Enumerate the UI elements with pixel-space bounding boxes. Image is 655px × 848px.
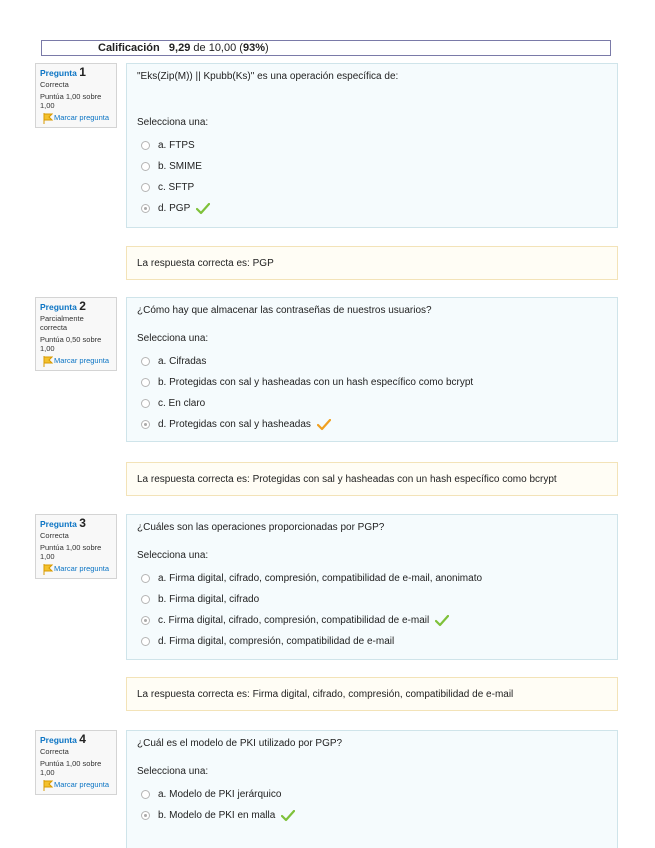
answer-option[interactable]: d. Firma digital, compresión, compatibilidad de e-mail [137, 631, 607, 652]
radio-button[interactable] [141, 378, 150, 387]
question-number: 1 [79, 65, 86, 79]
grade-of: de 10,00 ( [193, 42, 243, 54]
question-info-1 [35, 63, 117, 128]
radio-button[interactable] [141, 141, 150, 150]
answer-option[interactable]: a. Firma digital, cifrado, compresión, compatibilidad de e-mail, anonimato [137, 568, 607, 589]
question-text: ¿Cuáles son las operaciones proporcionadas por PGP? [137, 522, 385, 533]
grade-value: 9,29 [168, 42, 191, 54]
radio-button[interactable] [141, 637, 150, 646]
flag-icon [43, 564, 53, 575]
question-box-3 [126, 514, 618, 660]
question-state: Correcta [40, 531, 69, 540]
check-correct-icon [435, 615, 449, 627]
question-box-2 [126, 297, 618, 442]
question-label: Pregunta [40, 735, 77, 745]
question-text: ¿Cómo hay que almacenar las contraseñas de nuestros usuarios? [137, 305, 432, 316]
flag-icon [43, 356, 53, 367]
answer-option[interactable]: a. FTPS [137, 135, 607, 156]
radio-button-checked[interactable] [141, 811, 150, 820]
radio-button[interactable] [141, 399, 150, 408]
answer-prompt: Selecciona una: [137, 117, 209, 128]
question-box-1 [126, 63, 618, 228]
question-label: Pregunta [40, 519, 77, 529]
question-info-3 [35, 514, 117, 579]
answer-option-selected[interactable]: c. Firma digital, cifrado, compresión, compatibilidad de e-mail [137, 610, 607, 631]
flag-label: Marcar pregunta [54, 113, 110, 122]
question-state: Correcta [40, 80, 69, 89]
answer-prompt: Selecciona una: [137, 333, 209, 344]
grade-label: Calificación [98, 42, 160, 54]
radio-button-checked[interactable] [141, 616, 150, 625]
check-partial-icon [317, 419, 331, 431]
question-text: ¿Cuál es el modelo de PKI utilizado por PGP? [137, 738, 343, 749]
answer-option[interactable]: b. Firma digital, cifrado [137, 589, 607, 610]
radio-button[interactable] [141, 357, 150, 366]
question-state: Parcialmente correcta [40, 314, 84, 332]
flag-icon [43, 780, 53, 791]
question-label: Pregunta [40, 68, 77, 78]
grade-summary: Calificación 9,29 de 10,00 (93%) [41, 40, 611, 56]
answer-option[interactable]: a. Cifradas [137, 351, 607, 372]
flag-question-link[interactable] [40, 113, 112, 122]
flag-question-link[interactable] [40, 564, 112, 573]
answer-option[interactable]: b. SMIME [137, 156, 607, 177]
question-box-4 [126, 730, 618, 848]
radio-button[interactable] [141, 574, 150, 583]
question-info-2 [35, 297, 117, 371]
radio-button-checked[interactable] [141, 420, 150, 429]
check-correct-icon [196, 203, 210, 215]
question-number: 3 [79, 516, 86, 530]
question-score: Puntúa 1,00 sobre 1,00 [40, 543, 102, 561]
flag-label: Marcar pregunta [54, 780, 110, 789]
question-text: "Eks(Zip(M)) || Kpubb(Ks)" es una operación específica de: [137, 71, 399, 82]
correct-answer-feedback: La respuesta correcta es: Protegidas con sal y hasheadas con un hash específico como bcrypt [126, 462, 618, 496]
flag-question-link[interactable] [40, 356, 112, 365]
question-info-4 [35, 730, 117, 795]
question-number: 2 [79, 299, 86, 313]
flag-label: Marcar pregunta [54, 356, 110, 365]
flag-icon [43, 113, 53, 124]
question-score: Puntúa 0,50 sobre 1,00 [40, 335, 102, 353]
flag-question-link[interactable] [40, 780, 112, 789]
answer-option[interactable]: a. Modelo de PKI jerárquico [137, 784, 607, 805]
question-score: Puntúa 1,00 sobre 1,00 [40, 92, 102, 110]
grade-percent: 93% [242, 42, 265, 54]
answer-option-selected[interactable]: d. Protegidas con sal y hasheadas [137, 414, 607, 435]
check-correct-icon [281, 810, 295, 822]
question-score: Puntúa 1,00 sobre 1,00 [40, 759, 102, 777]
radio-button[interactable] [141, 595, 150, 604]
correct-answer-feedback: La respuesta correcta es: Firma digital, cifrado, compresión, compatibilidad de e-mail [126, 677, 618, 711]
answer-option[interactable]: c. En claro [137, 393, 607, 414]
answer-option-selected[interactable]: b. Modelo de PKI en malla [137, 805, 607, 826]
question-state: Correcta [40, 747, 69, 756]
radio-button[interactable] [141, 790, 150, 799]
answer-prompt: Selecciona una: [137, 766, 209, 777]
flag-label: Marcar pregunta [54, 564, 110, 573]
question-number: 4 [79, 732, 86, 746]
answer-option[interactable]: c. SFTP [137, 177, 607, 198]
answer-option-selected[interactable]: d. PGP [137, 198, 607, 219]
question-label: Pregunta [40, 302, 77, 312]
radio-button[interactable] [141, 183, 150, 192]
answer-prompt: Selecciona una: [137, 550, 209, 561]
radio-button[interactable] [141, 162, 150, 171]
correct-answer-feedback: La respuesta correcta es: PGP [126, 246, 618, 280]
radio-button-checked[interactable] [141, 204, 150, 213]
answer-option[interactable]: b. Protegidas con sal y hasheadas con un hash específico como bcrypt [137, 372, 607, 393]
